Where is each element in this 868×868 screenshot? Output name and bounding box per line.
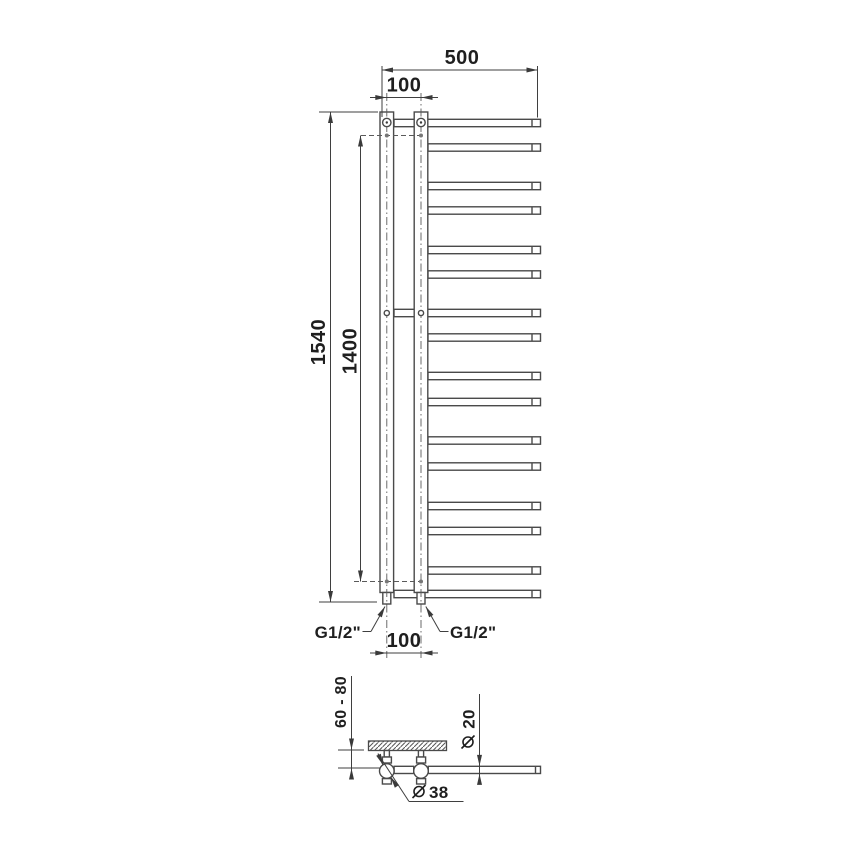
diameter-icon bbox=[462, 736, 475, 749]
dim-connection-spacing-top bbox=[370, 75, 438, 98]
thread-right-label: G1/2" bbox=[450, 623, 497, 642]
thread-callout-left bbox=[315, 607, 385, 643]
right-tube-section bbox=[414, 764, 429, 779]
connection-spacing-top-label: 100 bbox=[386, 74, 422, 97]
overall-height-label: 1540 bbox=[308, 318, 330, 366]
wall-section bbox=[369, 741, 447, 751]
thread-left-label: G1/2" bbox=[314, 623, 361, 642]
fixing-height-label: 1400 bbox=[339, 327, 362, 375]
bar-diameter-label: 20 bbox=[459, 709, 479, 729]
dim-connection-spacing-bottom bbox=[370, 630, 438, 653]
thread-callout-right bbox=[426, 607, 497, 643]
connection-spacing-bottom-label: 100 bbox=[386, 630, 422, 652]
tube-diameter-label: 38 bbox=[429, 783, 449, 802]
front-view bbox=[308, 47, 541, 658]
dim-fixing-height bbox=[340, 136, 362, 582]
overall-width-label: 500 bbox=[444, 47, 480, 69]
wall-clearance-label: 60 - 80 bbox=[333, 676, 350, 728]
diameter-icon bbox=[413, 785, 426, 798]
dim-wall-clearance bbox=[333, 676, 380, 777]
plan-view bbox=[333, 676, 541, 802]
